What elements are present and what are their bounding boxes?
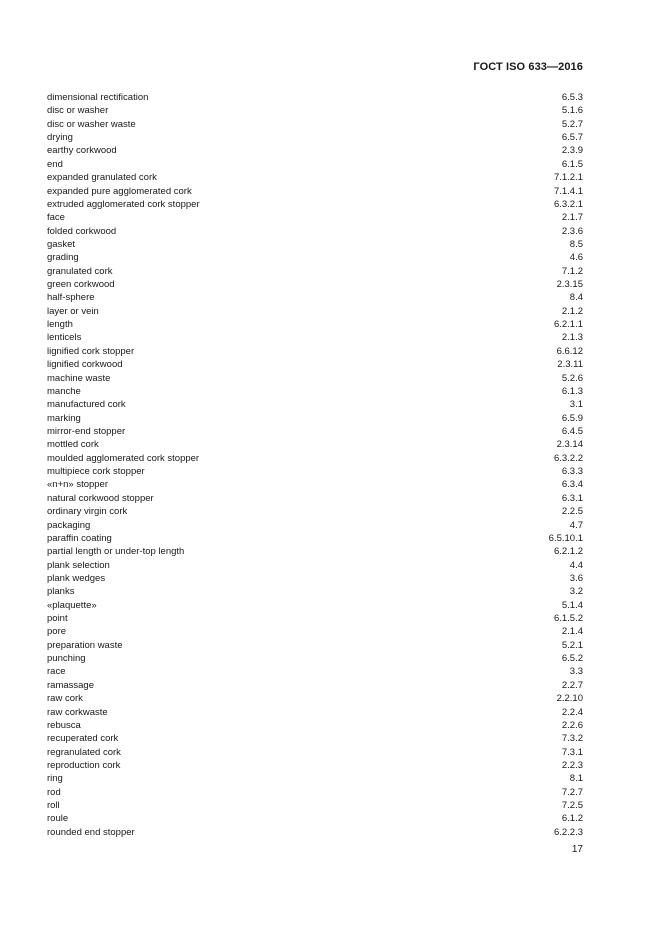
index-reference: 2.3.15 (556, 279, 583, 291)
index-reference: 4.7 (569, 519, 583, 531)
index-term: planks (47, 586, 75, 598)
index-reference: 3.6 (569, 572, 583, 584)
index-entry (47, 144, 583, 157)
index-reference: 5.2.1 (561, 639, 583, 651)
index-reference: 3.3 (569, 666, 583, 678)
index-reference: 7.1.2.1 (553, 172, 583, 184)
index-term: lignified corkwood (47, 359, 123, 371)
index-term: pore (47, 626, 67, 638)
index-term: expanded granulated cork (47, 172, 157, 184)
document-header: ГОСТ ISO 633—2016 (473, 61, 583, 73)
index-entry (47, 519, 583, 532)
index-entry (47, 425, 583, 438)
index-reference: 7.1.4.1 (553, 185, 583, 197)
index-term: extruded agglomerated cork stopper (47, 198, 200, 210)
index-entry (47, 185, 583, 198)
index-term: lenticels (47, 332, 82, 344)
index-entry (47, 572, 583, 585)
index-term: ramassage (47, 679, 94, 691)
index-term: ordinary virgin cork (47, 506, 128, 518)
index-reference: 6.1.3 (561, 385, 583, 397)
index-entry (47, 438, 583, 451)
index-term: face (47, 212, 65, 224)
index-entry (47, 238, 583, 251)
index-term: length (47, 319, 73, 331)
index-term: recuperated cork (47, 733, 119, 745)
index-reference: 2.3.6 (561, 225, 583, 237)
index-term: rod (47, 786, 61, 798)
index-reference: 6.3.2.2 (553, 452, 583, 464)
index-term: grading (47, 252, 79, 264)
index-entry (47, 812, 583, 825)
index-reference: 6.5.9 (561, 412, 583, 424)
index-entry (47, 345, 583, 358)
index-entry (47, 131, 583, 144)
index-reference: 6.1.5.2 (553, 613, 583, 625)
index-entry (47, 291, 583, 304)
index-reference: 2.2.5 (561, 506, 583, 518)
index-term: preparation waste (47, 639, 123, 651)
index-entry (47, 679, 583, 692)
index-entry (47, 759, 583, 772)
index-reference: 7.3.2 (561, 733, 583, 745)
index-entry (47, 251, 583, 264)
index-term: multipiece cork stopper (47, 466, 145, 478)
index-term: green corkwood (47, 279, 115, 291)
index-entry (47, 104, 583, 117)
index-reference: 6.5.10.1 (548, 532, 583, 544)
index-reference: 6.5.3 (561, 92, 583, 103)
index-term: layer or vein (47, 305, 99, 317)
index-entry (47, 492, 583, 505)
index-term: rounded end stopper (47, 826, 135, 838)
index-reference: 6.3.3 (561, 466, 583, 478)
index-term: raw cork (47, 693, 83, 705)
index-reference: 4.6 (569, 252, 583, 264)
index-term: disc or washer (47, 105, 109, 117)
index-term: gasket (47, 238, 75, 250)
index-term: half-sphere (47, 292, 95, 304)
index-entry (47, 91, 583, 104)
index-entry (47, 585, 583, 598)
index-reference: 7.2.7 (561, 786, 583, 798)
index-reference: 2.3.14 (556, 439, 583, 451)
index-term: marking (47, 412, 81, 424)
index-term: partial length or under-top length (47, 546, 185, 558)
index-term: mirror-end stopper (47, 425, 126, 437)
index-term: reproduction cork (47, 759, 121, 771)
index-reference: 6.1.2 (561, 813, 583, 825)
index-reference: 8.4 (569, 292, 583, 304)
index-entry (47, 318, 583, 331)
index-term: machine waste (47, 372, 111, 384)
index-entry (47, 171, 583, 184)
index-reference: 6.4.5 (561, 425, 583, 437)
index-term: punching (47, 653, 86, 665)
index-entry (47, 772, 583, 785)
index-reference: 2.2.10 (556, 693, 583, 705)
index-reference: 5.2.7 (561, 118, 583, 130)
index-term: folded corkwood (47, 225, 117, 237)
index-reference: 6.6.12 (556, 345, 583, 357)
index-term: drying (47, 132, 73, 144)
index-reference: 6.3.2.1 (553, 198, 583, 210)
index-term: plank selection (47, 559, 110, 571)
index-term: manufactured cork (47, 399, 126, 411)
index-reference: 2.1.4 (561, 626, 583, 638)
index-term: earthy corkwood (47, 145, 117, 157)
index-reference: 5.2.6 (561, 372, 583, 384)
index-term: plank wedges (47, 572, 106, 584)
index-term: roll (47, 800, 60, 812)
index-term: point (47, 613, 68, 625)
index-reference: 6.2.2.3 (553, 826, 583, 838)
index-term: ring (47, 773, 63, 785)
index-reference: 7.1.2 (561, 265, 583, 277)
index-entry (47, 505, 583, 518)
index-entry (47, 786, 583, 799)
index-term: packaging (47, 519, 91, 531)
index-entry (47, 358, 583, 371)
index-entry (47, 706, 583, 719)
index-entry (47, 532, 583, 545)
index-entry (47, 118, 583, 131)
index-reference: 2.3.9 (561, 145, 583, 157)
index-reference: 6.3.4 (561, 479, 583, 491)
index-reference: 2.2.7 (561, 679, 583, 691)
index-reference: 3.1 (569, 399, 583, 411)
index-entry (47, 331, 583, 344)
index-entry (47, 639, 583, 652)
index-entry (47, 265, 583, 278)
index-entry (47, 545, 583, 558)
index-term: disc or washer waste (47, 118, 136, 130)
index-reference: 2.1.7 (561, 212, 583, 224)
index-entry (47, 732, 583, 745)
index-entry (47, 665, 583, 678)
index-term: manche (47, 385, 81, 397)
index-reference: 3.2 (569, 586, 583, 598)
index-reference: 2.2.3 (561, 759, 583, 771)
index-term: moulded agglomerated cork stopper (47, 452, 200, 464)
index-reference: 5.1.4 (561, 599, 583, 611)
index-entry (47, 305, 583, 318)
index-term: granulated cork (47, 265, 113, 277)
index-entry (47, 478, 583, 491)
index-entry (47, 372, 583, 385)
index-term: mottled cork (47, 439, 99, 451)
index-reference: 2.1.3 (561, 332, 583, 344)
index-entry (47, 826, 583, 839)
index-entry (47, 559, 583, 572)
index-reference: 5.1.6 (561, 105, 583, 117)
index-reference: 2.2.6 (561, 719, 583, 731)
index-reference: 6.2.1.1 (553, 319, 583, 331)
index-entry (47, 198, 583, 211)
index-entry (47, 746, 583, 759)
index-term: race (47, 666, 66, 678)
index-reference: 7.2.5 (561, 800, 583, 812)
index-reference: 8.5 (569, 238, 583, 250)
index-reference: 7.3.1 (561, 746, 583, 758)
index-entry (47, 465, 583, 478)
index-reference: 6.3.1 (561, 492, 583, 504)
index-entry (47, 692, 583, 705)
page-number: 17 (571, 844, 583, 855)
index-entry (47, 599, 583, 612)
index-reference: 2.1.2 (561, 305, 583, 317)
index-term: raw corkwaste (47, 706, 108, 718)
index-list (47, 91, 583, 839)
index-entry (47, 625, 583, 638)
index-term: «plaquette» (47, 599, 97, 611)
index-entry (47, 225, 583, 238)
index-reference: 6.5.7 (561, 132, 583, 144)
index-entry (47, 398, 583, 411)
index-term: «n+n» stopper (47, 479, 109, 491)
index-term: expanded pure agglomerated cork (47, 185, 192, 197)
index-reference: 2.3.11 (557, 359, 583, 371)
index-entry (47, 385, 583, 398)
index-term: lignified cork stopper (47, 345, 135, 357)
index-entry (47, 612, 583, 625)
index-reference: 4.4 (569, 559, 583, 571)
index-term: natural corkwood stopper (47, 492, 154, 504)
index-reference: 6.2.1.2 (553, 546, 583, 558)
index-entry (47, 719, 583, 732)
index-entry (47, 412, 583, 425)
index-reference: 2.2.4 (561, 706, 583, 718)
index-term: paraffin coating (47, 532, 112, 544)
index-term: roule (47, 813, 69, 825)
index-term: dimensional rectification (47, 92, 149, 103)
index-entry (47, 452, 583, 465)
index-entry (47, 158, 583, 171)
index-term: regranulated cork (47, 746, 121, 758)
index-entry (47, 799, 583, 812)
index-reference: 6.5.2 (561, 653, 583, 665)
index-entry (47, 211, 583, 224)
index-reference: 6.1.5 (561, 158, 583, 170)
index-term: rebusca (47, 719, 81, 731)
index-term: end (47, 158, 63, 170)
index-entry (47, 278, 583, 291)
index-entry (47, 652, 583, 665)
index-reference: 8.1 (569, 773, 583, 785)
